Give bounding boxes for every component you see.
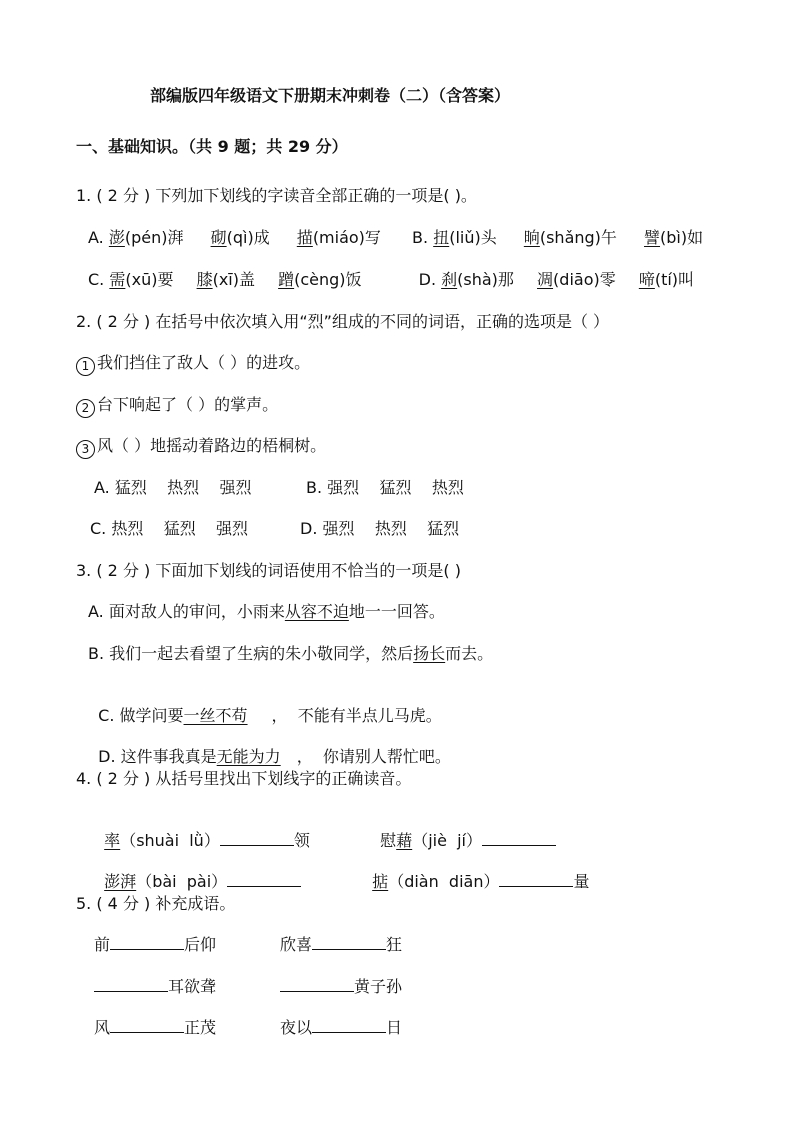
underlined-char: 需 [109,270,126,289]
underlined-char: 藉 [396,831,413,850]
option-text: D. 这件事我真是 [98,747,217,766]
sentence-text: 风（ ）地摇动着路边的梧桐树。 [97,436,327,455]
pinyin: (miáo)写 [312,228,381,247]
underlined-phrase: 扬长 [413,644,446,663]
answer-blank[interactable] [482,831,556,846]
option-text: C. 做学问要 [98,706,184,725]
idiom-blank[interactable] [280,977,354,992]
idiom-3 [94,977,216,997]
answer-blank[interactable] [220,831,294,846]
idiom-part: 后仰 [184,935,217,954]
question-5-stem: 5. ( 4 分 ) 补充成语。 [76,894,236,913]
question-3-option-d [88,727,451,767]
underlined-char: 膝 [196,270,213,289]
option-text: 而去。 [445,644,494,663]
underlined-char: 凋 [537,270,554,289]
page-title: 部编版四年级语文下册期末冲刺卷（二）（含答案） [150,86,511,105]
underlined-char: 澎 [108,228,125,247]
idiom-part: 前 [94,935,111,954]
question-1-options-cd [88,270,694,290]
underlined-char: 扭 [433,228,450,247]
idiom-part: 日 [386,1018,403,1037]
option-text: ， 不能有半点儿马虎。 [271,706,442,725]
pinyin: (diāo)零 [553,270,616,289]
underlined-phrase: 一丝不苟 [183,706,248,725]
pinyin: (shà)那 [457,270,514,289]
option-a-label: A. [88,228,104,247]
idiom-5 [94,1018,216,1038]
question-2-sentence-3 [76,436,326,459]
pinyin-choices: （jiè jí） [412,831,483,850]
question-4-item-4 [362,852,589,892]
question-1-stem: 1. ( 2 分 ) 下列加下划线的字读音全部正确的一项是( )。 [76,186,477,205]
pinyin: (xī)盖 [212,270,255,289]
question-3-stem: 3. ( 2 分 ) 下面加下划线的词语使用不恰当的一项是( ) [76,561,461,580]
pinyin: (pén)湃 [124,228,184,247]
idiom-blank[interactable] [110,935,184,950]
question-4-item-1 [94,811,310,851]
question-4-stem: 4. ( 2 分 ) 从括号里找出下划线字的正确读音。 [76,769,412,788]
underlined-char: 晌 [523,228,540,247]
pinyin-choices: （diàn diān） [388,872,500,891]
idiom-part: 狂 [386,935,403,954]
idiom-part: 耳欲聋 [168,977,217,996]
idiom-1 [94,935,216,955]
idiom-part: 正茂 [184,1018,217,1037]
sentence-text: 台下响起了（ ）的掌声。 [97,395,279,414]
underlined-char: 譬 [644,228,661,247]
pinyin-choices: （shuài lǜ） [120,831,220,850]
circled-number: 1 [76,357,95,376]
pinyin: (cèng)饭 [294,270,362,289]
option-c-label: C. [88,270,105,289]
underlined-char: 掂 [372,872,389,891]
question-1-options-ab [88,228,703,248]
pinyin: (tí)叫 [654,270,695,289]
idiom-blank[interactable] [94,977,168,992]
underlined-char: 描 [296,228,313,247]
question-4-item-3 [94,852,301,892]
idiom-blank[interactable] [312,1018,386,1033]
question-2-option-a: A. 猛烈 热烈 强烈 [94,478,252,497]
option-b-label: B. [412,228,429,247]
idiom-part: 黄子孙 [354,977,403,996]
option-text: 地一一回答。 [348,602,445,621]
idiom-4 [280,977,402,997]
circled-number: 2 [76,399,95,418]
question-2-option-c: C. 热烈 猛烈 强烈 [90,519,249,538]
underlined-char: 刹 [441,270,458,289]
question-2-option-b: B. 强烈 猛烈 热烈 [306,478,464,497]
pinyin: (liǔ)头 [449,228,497,247]
option-text: A. 面对敌人的审问，小雨来 [88,602,285,621]
question-4-item-2 [370,811,556,851]
suffix-text: 领 [293,831,310,850]
sentence-text: 我们挡住了敌人（ ）的进攻。 [97,353,311,372]
circled-number: 3 [76,440,95,459]
question-2-sentence-2 [76,395,278,418]
underlined-char: 蹭 [278,270,295,289]
idiom-part: 欣喜 [280,935,313,954]
pinyin: (qì)成 [226,228,270,247]
pinyin: (bì)如 [660,228,704,247]
section-heading: 一、基础知识。（共 9 题；共 29 分） [76,137,348,156]
idiom-6 [280,1018,402,1038]
option-d-label: D. [418,270,437,289]
idiom-part: 夜以 [280,1018,313,1037]
question-2-stem: 2. ( 2 分 ) 在括号中依次填入用“烈”组成的不同的词语，正确的选项是（ ） [76,312,610,331]
option-text: ， 你请别人帮忙吧。 [296,747,451,766]
idiom-part: 风 [94,1018,111,1037]
question-3-option-b [88,644,493,664]
underlined-char: 啼 [638,270,655,289]
underlined-phrase: 无能为力 [216,747,281,766]
pinyin-choices: （bài pài） [136,872,228,891]
idiom-blank[interactable] [312,935,386,950]
idiom-2 [280,935,402,955]
pinyin: (shǎng)午 [539,228,617,247]
prefix-text: 慰 [380,831,397,850]
question-2-option-d: D. 强烈 热烈 猛烈 [300,519,460,538]
answer-blank[interactable] [227,872,301,887]
idiom-blank[interactable] [110,1018,184,1033]
underlined-char: 砌 [210,228,227,247]
answer-blank[interactable] [499,872,573,887]
underlined-word: 澎湃 [104,872,137,891]
pinyin: (xū)要 [125,270,174,289]
option-text: B. 我们一起去看望了生病的朱小敬同学，然后 [88,644,414,663]
underlined-char: 率 [104,831,121,850]
underlined-phrase: 从容不迫 [284,602,349,621]
question-2-sentence-1 [76,353,310,376]
question-3-option-a [88,602,445,622]
suffix-text: 量 [573,872,590,891]
question-3-option-c [88,686,442,726]
